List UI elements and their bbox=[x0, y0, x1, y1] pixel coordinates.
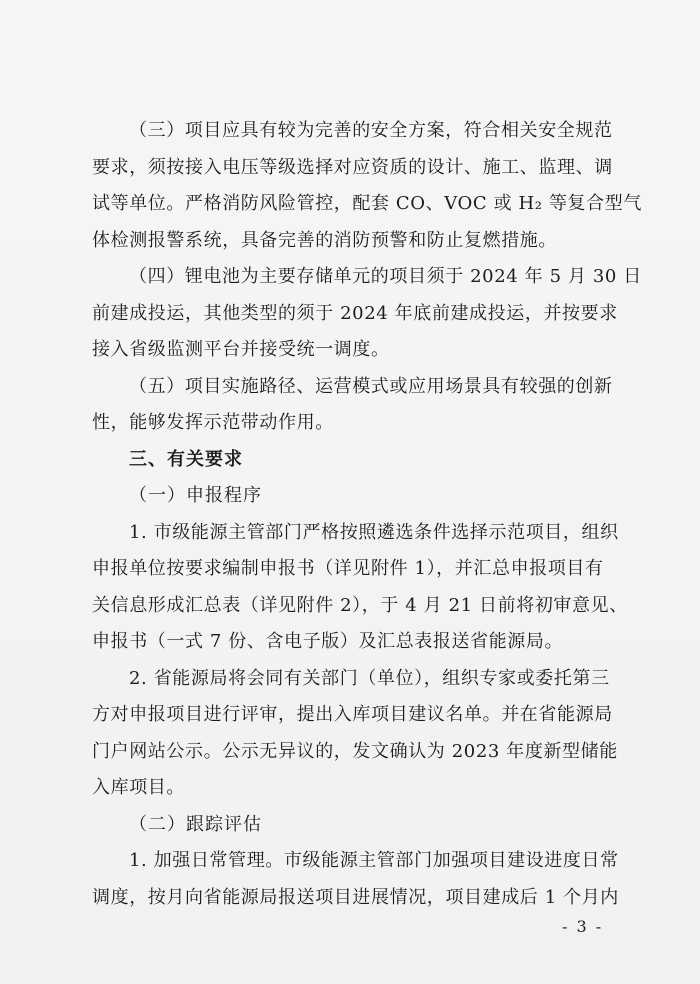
item-1-line-2: 申报单位按要求编制申报书（详见附件 1），并汇总申报项目有 bbox=[92, 558, 604, 579]
page-number: - 3 - bbox=[562, 917, 604, 936]
item-1-line-4: 申报书（一式 7 份、含电子版）及汇总表报送省能源局。 bbox=[92, 631, 564, 652]
item-1-line-1: 1. 市级能源主管部门严格按照遴选条件选择示范项目，组织 bbox=[129, 521, 619, 543]
subsection-heading-1: （一）申报程序 bbox=[129, 485, 262, 506]
section-heading: 三、有关要求 bbox=[129, 448, 243, 470]
tracking-item-1-line-2: 调度，按月向省能源局报送项目进展情况，项目建成后 1 个月内 bbox=[92, 886, 619, 908]
paragraph-5-line-1: （五）项目实施路径、运营模式或应用场景具有较强的创新 bbox=[129, 375, 613, 397]
body-text bbox=[92, 113, 642, 916]
paragraph-4-line-3: 接入省级监测平台并接受统一调度。 bbox=[92, 339, 390, 360]
paragraph-4-line-2: 前建成投运，其他类型的须于 2024 年底前建成投运，并按要求 bbox=[92, 302, 618, 324]
paragraph-3-line-3: 试等单位。严格消防风险管控，配套 CO、VOC 或 H₂ 等复合型气 bbox=[92, 193, 642, 214]
paragraph-4-line-1: （四）锂电池为主要存储单元的项目须于 2024 年 5 月 30 日 bbox=[129, 266, 642, 287]
paragraph-5-line-2: 性，能够发挥示范带动作用。 bbox=[92, 412, 334, 433]
paragraph-3-line-1: （三）项目应具有较为完善的安全方案，符合相关安全规范 bbox=[129, 120, 613, 141]
subsection-heading-2: （二）跟踪评估 bbox=[129, 813, 262, 835]
item-2-line-2: 方对申报项目进行评审，提出入库项目建议名单。并在省能源局 bbox=[92, 704, 613, 725]
paragraph-3-line-2: 要求，须按接入电压等级选择对应资质的设计、施工、监理、调 bbox=[92, 156, 613, 178]
item-2-line-3: 门户网站公示。公示无异议的，发文确认为 2023 年度新型储能 bbox=[92, 740, 618, 762]
item-2-line-1: 2. 省能源局将会同有关部门（单位），组织专家或委托第三 bbox=[129, 667, 610, 689]
tracking-item-1-line-1: 1. 加强日常管理。市级能源主管部门加强项目建设进度日常 bbox=[129, 850, 619, 871]
paragraph-3-line-4: 体检测报警系统，具备完善的消防预警和防止复燃措施。 bbox=[92, 229, 557, 251]
item-2-line-4: 入库项目。 bbox=[92, 777, 185, 798]
item-1-line-3: 关信息形成汇总表（详见附件 2），于 4 月 21 日前将初审意见、 bbox=[92, 594, 628, 616]
